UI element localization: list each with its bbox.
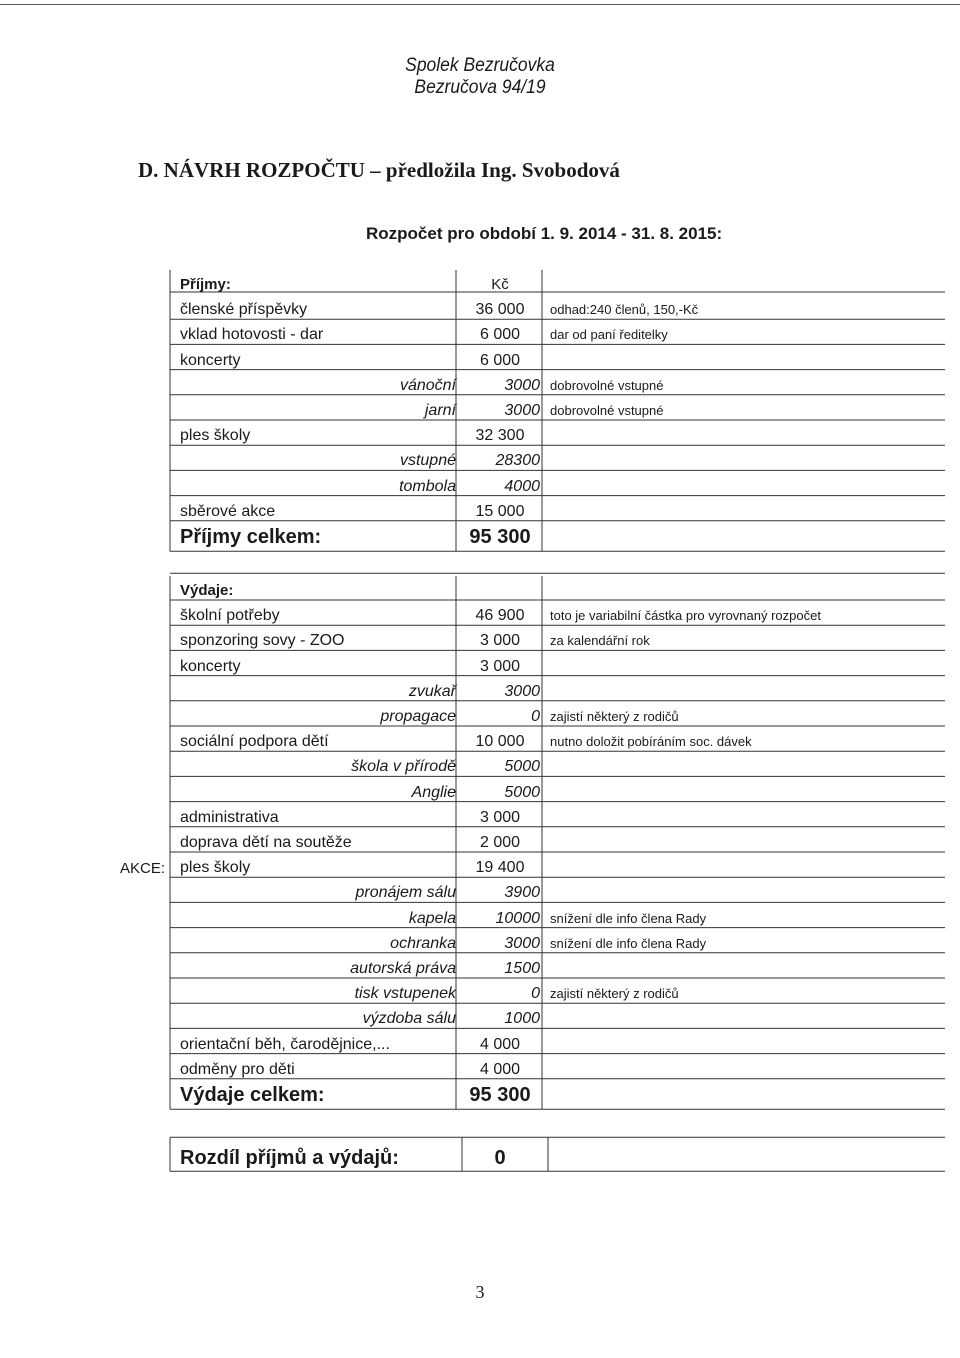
row-amount: 3000 [504, 402, 540, 419]
expense-row [0, 652, 960, 677]
income-total-amount: 95 300 [469, 526, 531, 548]
row-label: ples školy [180, 859, 251, 877]
expense-row [0, 954, 960, 979]
row-sublabel: pronájem sálu [355, 884, 456, 902]
income-row [0, 446, 960, 471]
row-amount: 5000 [504, 758, 540, 776]
org-name: Spolek Bezručovka [405, 55, 555, 76]
expense-row [0, 752, 960, 777]
row-amount: 15 000 [475, 502, 525, 520]
row-sublabel: kapela [408, 909, 456, 927]
row-note: snížení dle info člena Rady [550, 935, 707, 951]
row-amount: 32 300 [475, 427, 525, 445]
expense-row [0, 778, 960, 803]
expense-row [0, 1004, 960, 1029]
row-note: nutno doložit pobíráním soc. dávek [550, 734, 752, 750]
row-label: sociální podpora dětí [180, 733, 329, 751]
row-sublabel: výzdoba sálu [362, 1010, 456, 1028]
income-row [0, 320, 960, 345]
org-address: Bezručova 94/19 [414, 77, 546, 98]
row-sublabel: tisk vstupenek [354, 985, 456, 1003]
row-amount: 36 000 [475, 301, 525, 319]
row-label: koncerty [180, 351, 241, 369]
row-amount: 3000 [504, 934, 540, 952]
row-note: odhad:240 členů, 150,-Kč [550, 302, 699, 318]
row-note: toto je variabilní částka pro vyrovnaný rozpočet [550, 608, 821, 624]
expense-row [0, 601, 960, 626]
difference-label: Rozdíl příjmů a výdajů: [180, 1147, 399, 1170]
row-label: ples školy [180, 427, 251, 445]
row-amount: 3900 [504, 884, 540, 902]
row-amount: 4 000 [479, 1035, 521, 1053]
row-sublabel: vstupné [399, 452, 456, 470]
budget-period: Rozpočet pro období 1. 9. 2014 - 31. 8. 2015: [366, 224, 723, 243]
row-label: členské příspěvky [180, 301, 308, 319]
expense-row [0, 702, 960, 727]
row-note: snížení dle info člena Rady [550, 910, 707, 926]
difference-amount: 0 [494, 1147, 506, 1170]
income-total-row [0, 522, 960, 547]
expense-row [0, 626, 960, 651]
row-amount: 1500 [504, 960, 540, 977]
row-sublabel: škola v přírodě [351, 758, 456, 776]
row-amount: 2 000 [479, 834, 521, 851]
row-label: odměny pro děti [180, 1060, 295, 1078]
row-note: dobrovolné vstupné [550, 403, 664, 418]
row-amount: 46 900 [475, 607, 525, 625]
row-label: sponzoring sovy - ZOO [180, 632, 345, 650]
row-amount: 4000 [504, 477, 540, 495]
row-amount: 6 000 [479, 326, 521, 344]
row-note: za kalendářní rok [550, 633, 650, 649]
row-note: zajistí některý z rodičů [550, 709, 679, 724]
row-sublabel: jarní [424, 402, 456, 419]
row-amount: 19 400 [475, 859, 525, 877]
expenses-header-label: Výdaje: [180, 582, 234, 599]
row-label: doprava dětí na soutěže [180, 834, 352, 851]
expense-row [0, 878, 960, 903]
akce-label: AKCE: [120, 860, 166, 877]
row-amount: 10 000 [475, 733, 525, 751]
row-label: sběrové akce [180, 502, 276, 520]
income-row [0, 497, 960, 522]
row-amount: 3 000 [479, 632, 521, 650]
section-heading: D. NÁVRH ROZPOČTU – předložila Ing. Svobodová [138, 158, 620, 182]
row-amount: 3 000 [479, 808, 521, 826]
row-amount: 0 [531, 985, 540, 1003]
row-amount: 3000 [504, 376, 540, 394]
difference-row [0, 1143, 960, 1168]
income-row [0, 472, 960, 497]
row-amount: 3000 [504, 682, 540, 700]
row-sublabel: tombola [399, 477, 456, 495]
expense-row [0, 803, 960, 828]
row-amount: 0 [531, 708, 540, 725]
row-amount: 6 000 [479, 351, 521, 369]
row-sublabel: ochranka [390, 934, 456, 952]
row-amount: 1000 [504, 1010, 540, 1028]
row-label: administrativa [180, 808, 279, 826]
row-sublabel: Anglie [411, 783, 456, 801]
row-amount: 5000 [504, 783, 540, 801]
income-header-label: Příjmy: [180, 276, 231, 293]
row-sublabel: zvukař [408, 682, 456, 700]
income-total-label: Příjmy celkem: [180, 526, 322, 548]
expense-row [0, 828, 960, 853]
row-sublabel: autorská práva [350, 960, 456, 977]
row-amount: 10000 [495, 909, 540, 927]
income-header-row [0, 270, 960, 295]
row-note: dobrovolné vstupné [550, 377, 664, 393]
expenses-total-amount: 95 300 [469, 1084, 531, 1106]
expenses-total-row [0, 1080, 960, 1105]
income-row [0, 371, 960, 396]
row-note: zajistí některý z rodičů [550, 986, 679, 1002]
income-row [0, 421, 960, 446]
expense-row [0, 677, 960, 702]
row-amount: 3 000 [479, 657, 521, 675]
currency-header: Kč [491, 276, 509, 293]
row-label: vklad hotovosti - dar [180, 326, 324, 344]
row-amount: 28300 [495, 452, 540, 470]
expense-row [0, 727, 960, 752]
expense-row [0, 1055, 960, 1080]
row-sublabel: vánoční [399, 376, 456, 394]
row-label: školní potřeby [180, 607, 280, 625]
expenses-total-label: Výdaje celkem: [180, 1084, 325, 1106]
row-sublabel: propagace [380, 708, 456, 725]
income-row [0, 295, 960, 320]
page-number: 3 [475, 1282, 485, 1302]
income-row [0, 346, 960, 371]
expenses-header-row [0, 576, 960, 601]
expense-row [0, 979, 960, 1004]
expense-row [0, 904, 960, 929]
expense-row [0, 929, 960, 954]
expense-row [0, 1030, 960, 1055]
row-note: dar od paní ředitelky [550, 327, 668, 343]
row-label: koncerty [180, 657, 241, 675]
row-amount: 4 000 [479, 1060, 521, 1078]
row-label: orientační běh, čarodějnice,... [180, 1035, 390, 1053]
income-row [0, 396, 960, 421]
